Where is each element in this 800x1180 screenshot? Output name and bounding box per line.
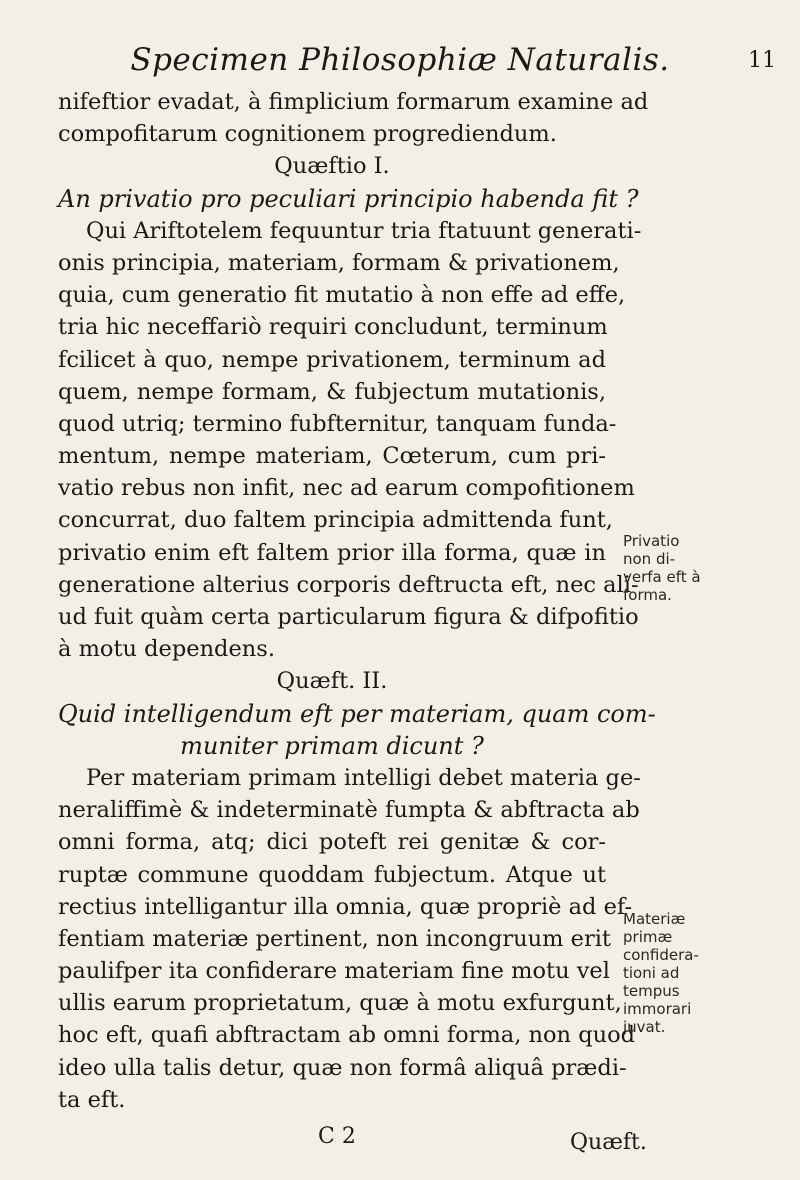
text-line: quia, cum generatio fit mutatio à non effe ad effe, [58,282,626,309]
margin-note-privatio [623,532,701,604]
text-line: onis principia, materiam, formam & privationem, [58,249,620,276]
text-line: ruptæ commune quoddam fubjectum. Atque ut [58,861,606,888]
margin-note-line: Privatio [623,532,680,550]
catchword: Quæft. [570,1130,647,1155]
text-line: neraliffimè & indeterminatè fumpta & abftracta ab [58,797,640,824]
text-line: tria hic neceffariò requiri concludunt, terminum [58,314,608,341]
text-line: quod utriq; termino fubfternitur, tanquam funda- [58,410,617,437]
margin-note-line: tempus [623,982,680,1000]
page-footer [0,1124,800,1164]
margin-note-materiae [623,910,699,1036]
text-line: Qui Ariftotelem fequuntur tria ftatuunt generati- [86,217,642,244]
text-line: ud fuit quàm certa particularum figura & difpofitio [58,604,639,630]
question-2-title-line: muniter primam dicunt ? [180,731,484,760]
text-line: omni forma, atq; dici poteft rei genitæ & cor- [58,829,606,856]
margin-note-line: primæ [623,928,673,946]
margin-note-line: confidera- [623,946,699,964]
text-line: compofitarum cognitionem progrediendum. [58,121,557,148]
question-1-title: An privatio pro peculiari principio habenda fit ? [58,184,639,213]
margin-note-line: Materiæ [623,910,686,928]
margin-note-line: immorari [623,1000,692,1018]
text-line: Per materiam primam intelligi debet materia ge- [86,764,641,791]
margin-note-line: non di- [623,550,676,568]
text-line: à motu dependens. [58,636,275,663]
margin-note-line: forma. [623,586,672,604]
question-2-title-line: Quid intelligendum eft per materiam, quam com- [58,699,656,728]
text-line: paulifper ita confiderare materiam fine motu vel [58,958,610,985]
text-line: ta eft. [58,1086,126,1113]
question-2-heading: Quæft. II. [276,668,388,695]
text-line: fentiam materiæ pertinent, non incongruum erit [58,925,611,952]
page-number: 11 [748,48,776,73]
margin-note-line: verfa eft à [623,568,701,586]
text-line: nifeftior evadat, à fimplicium formarum examine ad [58,89,649,115]
margin-note-line: juvat. [623,1018,666,1036]
text-line: hoc eft, quafi abftractam ab omni forma, non quod [58,1022,636,1049]
signature-mark: C 2 [318,1124,356,1149]
text-line: privatio enim eft faltem prior illa forma, quæ in [58,539,606,566]
running-title: Specimen Philosophiæ Naturalis. [130,42,670,78]
question-1-heading: Quæftio I. [274,153,390,180]
text-line: rectius intelligantur illa omnia, quæ propriè ad ef- [58,893,633,920]
text-line: ideo ulla talis detur, quæ non formâ aliquâ prædi- [58,1054,627,1081]
text-line: quem, nempe formam, & fubjectum mutationis, [58,378,606,405]
text-line: fcilicet à quo, nempe privationem, terminum ad [58,346,606,373]
text-line: vatio rebus non infit, nec ad earum compofitionem [58,475,635,502]
margin-note-line: tioni ad [623,964,680,982]
text-line: mentum, nempe materiam, Cœterum, cum pri- [58,443,606,470]
text-line: ullis earum proprietatum, quæ à motu exfurgunt, [58,990,622,1017]
text-line: generatione alterius corporis deftructa eft, nec ali- [58,571,639,598]
text-line: concurrat, duo faltem principia admittenda funt, [58,507,613,534]
